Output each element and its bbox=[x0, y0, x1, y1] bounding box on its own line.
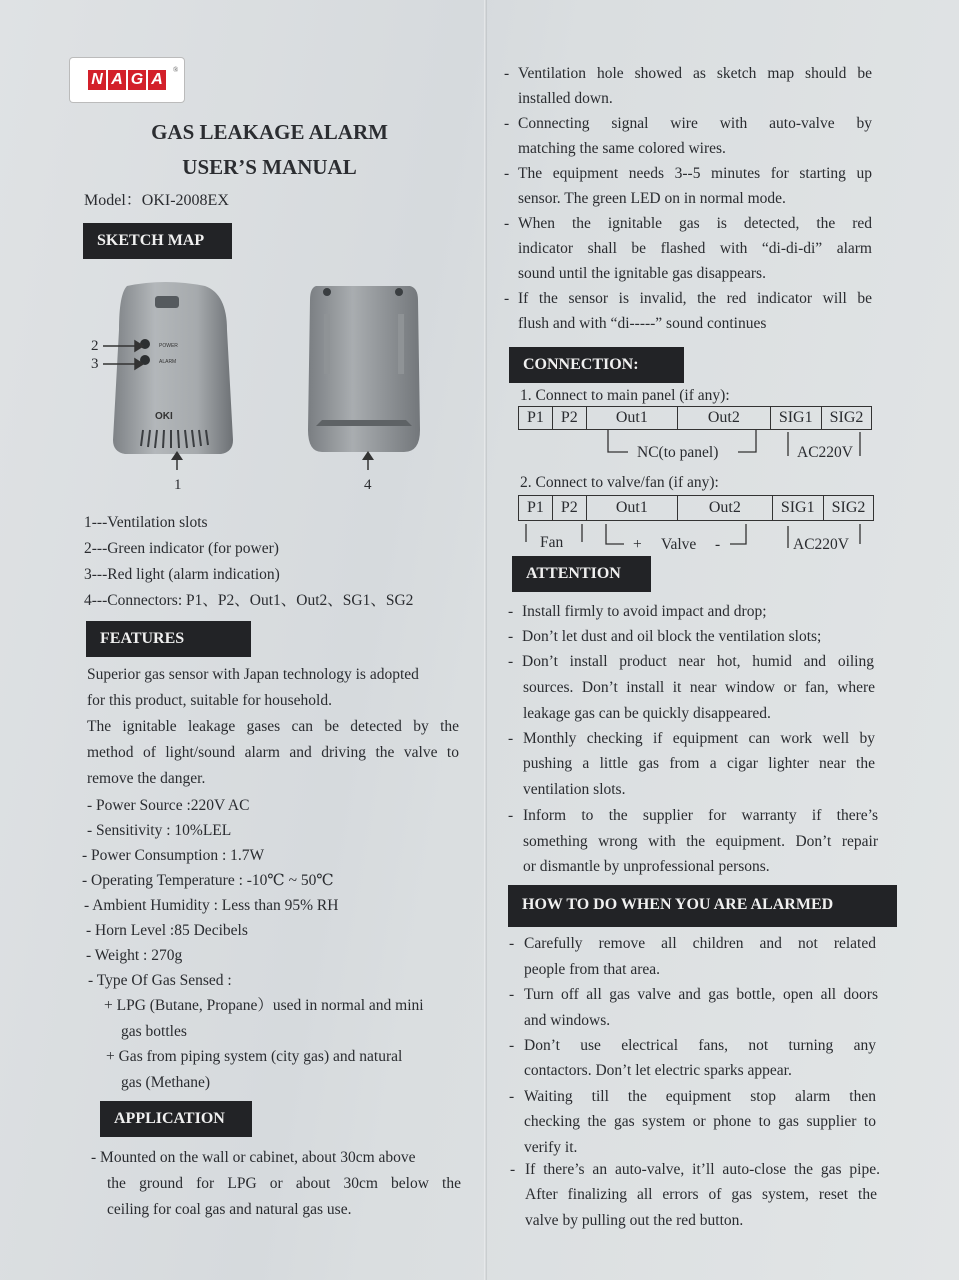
nc-to-panel-label: NC(to panel) bbox=[637, 444, 719, 461]
attention-line: something wrong with the equipment. Don’t repair bbox=[523, 833, 878, 850]
spec-item: - Type Of Gas Sensed : bbox=[88, 972, 232, 989]
terminal-block-valve bbox=[518, 495, 874, 521]
logo-letter: N bbox=[88, 70, 106, 90]
bullet-dash: - bbox=[508, 628, 514, 645]
application-line: - Mounted on the wall or cabinet, about 30cm above bbox=[91, 1149, 416, 1166]
terminal-block-panel bbox=[518, 406, 872, 430]
callout-2: 2 bbox=[91, 338, 99, 354]
alarmed-line: verify it. bbox=[524, 1139, 578, 1156]
alarmed-line: checking the gas system or phone to gas supplier to bbox=[524, 1113, 876, 1130]
connection-heading: CONNECTION: bbox=[509, 347, 684, 383]
attention-line: or dismantle by unprofessional persons. bbox=[523, 858, 770, 875]
logo-letters bbox=[88, 70, 166, 90]
fan-label: Fan bbox=[540, 534, 564, 551]
gas-type-line: + LPG (Butane, Propane）used in normal and mini bbox=[104, 997, 424, 1014]
terminal-cell: SIG1 bbox=[770, 407, 821, 430]
terminal-cell: SIG1 bbox=[772, 496, 823, 521]
features-para-line: remove the danger. bbox=[87, 770, 206, 787]
bullet-dash: - bbox=[508, 730, 514, 747]
connection-step-2: 2. Connect to valve/fan (if any): bbox=[520, 474, 719, 491]
bullet-dash: - bbox=[508, 807, 514, 824]
attention-heading: ATTENTION bbox=[512, 556, 651, 592]
logo-letter: G bbox=[128, 70, 146, 90]
attention-line: pushing a little gas from a cigar lighter near the bbox=[523, 755, 875, 772]
attention-line: ventilation slots. bbox=[523, 781, 626, 798]
alarmed-line: Turn off all gas valve and gas bottle, open all doors bbox=[524, 986, 878, 1003]
device-front-illustration bbox=[85, 280, 245, 500]
spec-item: - Weight : 270g bbox=[86, 947, 183, 964]
callout-3: 3 bbox=[91, 356, 99, 372]
note-line: sound until the ignitable gas disappears. bbox=[518, 265, 766, 282]
sketch-map-heading: SKETCH MAP bbox=[83, 223, 232, 259]
callout-4: 4 bbox=[364, 477, 372, 493]
svg-text:POWER: POWER bbox=[159, 343, 178, 349]
alarmed-line: Waiting till the equipment stop alarm then bbox=[524, 1088, 876, 1105]
legend-item-2: 2---Green indicator (for power) bbox=[84, 540, 279, 557]
legend-item-1: 1---Ventilation slots bbox=[84, 514, 208, 531]
alarmed-line: Carefully remove all children and not related bbox=[524, 935, 876, 952]
bullet-dash: - bbox=[508, 653, 514, 670]
callout-1: 1 bbox=[174, 477, 182, 493]
attention-line: Inform to the supplier for warranty if there’s bbox=[523, 807, 878, 824]
gas-type-line: gas (Methane) bbox=[121, 1074, 211, 1091]
legend-item-4: 4---Connectors: P1、P2、Out1、Out2、SG1、SG2 bbox=[84, 592, 414, 609]
features-para-line: Superior gas sensor with Japan technology is adopted bbox=[87, 666, 419, 683]
logo-letter: A bbox=[148, 70, 166, 90]
bullet-dash: - bbox=[508, 603, 514, 620]
terminal-cell: P2 bbox=[552, 496, 586, 521]
connection-step-1: 1. Connect to main panel (if any): bbox=[520, 387, 730, 404]
alarmed-line: valve by pulling out the red button. bbox=[525, 1212, 744, 1229]
gas-type-line: + Gas from piping system (city gas) and natural bbox=[106, 1048, 403, 1065]
bullet-dash: - bbox=[504, 115, 510, 132]
valve-label: Valve bbox=[661, 536, 697, 553]
bullet-dash: - bbox=[509, 1088, 515, 1105]
minus-label: - bbox=[715, 536, 721, 553]
note-line: installed down. bbox=[518, 90, 613, 107]
alarmed-line: people from that area. bbox=[524, 961, 660, 978]
doc-subtitle: USER’S MANUAL bbox=[182, 155, 357, 179]
terminal-cell: P2 bbox=[552, 407, 586, 430]
terminal-cell: Out2 bbox=[677, 496, 772, 521]
attention-line: sources. Don’t install it near window or fan, where bbox=[523, 679, 875, 696]
bullet-dash: - bbox=[504, 215, 510, 232]
alarmed-line: and windows. bbox=[524, 1012, 611, 1029]
terminal-cell: P1 bbox=[519, 407, 553, 430]
application-heading: APPLICATION bbox=[100, 1101, 252, 1137]
alarmed-line: After finalizing all errors of gas system, reset the bbox=[525, 1186, 877, 1203]
terminal-cell: P1 bbox=[519, 496, 553, 521]
alarmed-line: If there’s an auto-valve, it’ll auto-close the gas pipe. bbox=[525, 1161, 880, 1178]
model-number: Model：OKI-2008EX bbox=[84, 192, 229, 209]
note-line: matching the same colored wires. bbox=[518, 140, 726, 157]
terminal-cell: Out1 bbox=[586, 407, 677, 430]
bullet-dash: - bbox=[504, 65, 510, 82]
features-para-line: The ignitable leakage gases can be detected by the bbox=[87, 718, 459, 735]
ac220v-label: AC220V bbox=[793, 536, 849, 553]
bullet-dash: - bbox=[504, 165, 510, 182]
note-line: Connecting signal wire with auto-valve by bbox=[518, 115, 872, 132]
spec-item: - Power Consumption : 1.7W bbox=[82, 847, 265, 864]
application-line: ceiling for coal gas and natural gas use. bbox=[107, 1201, 352, 1218]
attention-line: leakage gas can be quickly disappeared. bbox=[523, 705, 771, 722]
bullet-dash: - bbox=[509, 1037, 515, 1054]
attention-line: Don’t install product near hot, humid and oiling bbox=[522, 653, 874, 670]
note-line: When the ignitable gas is detected, the red bbox=[518, 215, 872, 232]
attention-line: Don’t let dust and oil block the ventilation slots; bbox=[522, 628, 822, 645]
gas-type-line: gas bottles bbox=[121, 1023, 187, 1040]
attention-line: Install firmly to avoid impact and drop; bbox=[522, 603, 767, 620]
logo-letter: A bbox=[108, 70, 126, 90]
terminal-cell: Out2 bbox=[677, 407, 770, 430]
application-line: the ground for LPG or about 30cm below the bbox=[107, 1175, 461, 1192]
features-para-line: for this product, suitable for household. bbox=[87, 692, 332, 709]
terminal-cell: Out1 bbox=[586, 496, 677, 521]
alarmed-line: contactors. Don’t let electric sparks appear. bbox=[524, 1062, 792, 1079]
alarmed-line: Don’t use electrical fans, not turning any bbox=[524, 1037, 876, 1054]
ac220v-label: AC220V bbox=[797, 444, 853, 461]
device-brand-label: OKI bbox=[155, 411, 173, 422]
terminal-cell: SIG2 bbox=[821, 407, 872, 430]
features-heading: FEATURES bbox=[86, 621, 251, 657]
terminal-cell: SIG2 bbox=[823, 496, 874, 521]
doc-title: GAS LEAKAGE ALARM bbox=[151, 120, 388, 144]
paper-fold bbox=[484, 0, 487, 1280]
note-line: sensor. The green LED on in normal mode. bbox=[518, 190, 786, 207]
attention-line: Monthly checking if equipment can work well by bbox=[523, 730, 875, 747]
legend-item-3: 3---Red light (alarm indication) bbox=[84, 566, 280, 583]
bullet-dash: - bbox=[510, 1161, 516, 1178]
svg-text:ALARM: ALARM bbox=[159, 359, 177, 365]
note-line: indicator shall be flashed with “di-di-di” alarm bbox=[518, 240, 872, 257]
registered-mark: ® bbox=[173, 66, 179, 74]
bullet-dash: - bbox=[509, 986, 515, 1003]
note-line: Ventilation hole showed as sketch map should be bbox=[518, 65, 872, 82]
note-line: flush and with “di-----” sound continues bbox=[518, 315, 767, 332]
spec-item: - Sensitivity : 10%LEL bbox=[87, 822, 232, 839]
spec-item: - Ambient Humidity : Less than 95% RH bbox=[84, 897, 339, 914]
note-line: If the sensor is invalid, the red indicator will be bbox=[518, 290, 872, 307]
features-para-line: method of light/sound alarm and driving the valve to bbox=[87, 744, 459, 761]
bullet-dash: - bbox=[504, 290, 510, 307]
spec-item: - Horn Level :85 Decibels bbox=[86, 922, 248, 939]
alarmed-heading: HOW TO DO WHEN YOU ARE ALARMED bbox=[508, 885, 897, 927]
spec-item: - Operating Temperature : -10℃ ~ 50℃ bbox=[82, 872, 334, 889]
brand-logo bbox=[70, 58, 184, 102]
device-back-illustration bbox=[300, 280, 430, 500]
plus-label: + bbox=[633, 536, 642, 553]
bullet-dash: - bbox=[509, 935, 515, 952]
note-line: The equipment needs 3--5 minutes for starting up bbox=[518, 165, 872, 182]
spec-item: - Power Source :220V AC bbox=[87, 797, 250, 814]
